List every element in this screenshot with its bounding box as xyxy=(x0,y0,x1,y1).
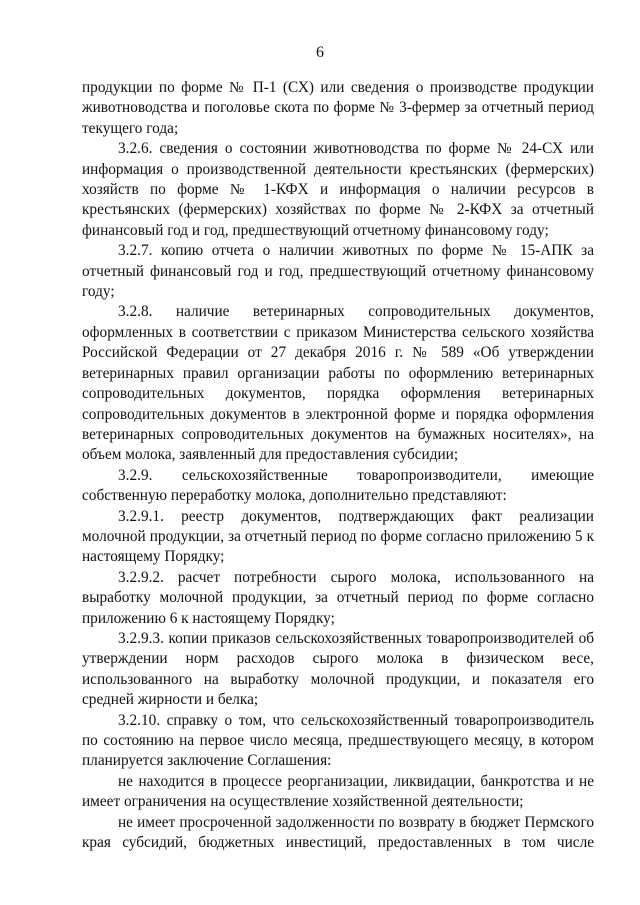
paragraph-no-overdue-debt: не имеет просроченной задолженности по возврату в бюджет Пермского края субсидий, бюджетных инвестиций, предоставленных в том числе xyxy=(82,813,594,852)
paragraph-3-2-10: 3.2.10. справку о том, что сельскохозяйственный товаропроизводитель по состоянию на первое число месяца, предшествующего месяцу, в котором планируется заключение Соглашения: xyxy=(82,711,594,770)
paragraph-no-reorganization: не находится в процессе реорганизации, ликвидации, банкротства и не имеет ограничения на осуществление хозяйственной деятельности; xyxy=(82,772,594,811)
document-body xyxy=(82,78,594,853)
paragraph-3-2-9-2: 3.2.9.2. расчет потребности сырого молока, использованного на выработку молочной продукции, за отчетный период по форме согласно приложению 6 к настоящему Порядку; xyxy=(82,568,594,627)
paragraph-3-2-6: 3.2.6. сведения о состоянии животноводства по форме № 24-СХ или информация о производственной деятельности крестьянских (фермерских) хозяйств по форме № 1-КФХ и информация о наличии ресурсов в крестьянских (фермерских) хозяйствах по форме № 2-КФХ за отчетный финансовый год и год, предшествующий отчетному финансовому году; xyxy=(82,140,594,239)
paragraph-3-2-8: 3.2.8. наличие ветеринарных сопроводительных документов, оформленных в соответствии с приказом Министерства сельского хозяйства Российской Федерации от 27 декабря 2016 г. № 589 «Об утверждении ветеринарных правил организации работы по оформлению ветеринарных сопроводительных документов, порядка оформления ветеринарных сопроводительных документов в электронной форме и порядка оформления ветеринарных сопроводительных документов на бумажных носителях», на объем молока, заявленный для предоставления субсидии; xyxy=(82,303,594,464)
paragraph-form-p1: продукции по форме № П-1 (СХ) или сведения о производстве продукции животноводства и поголовье скота по форме № 3-фермер за отчетный период текущего года; xyxy=(82,79,594,137)
paragraph-3-2-9-3: 3.2.9.3. копии приказов сельскохозяйственных товаропроизводителей об утверждении норм расходов сырого молока в физическом весе, использованного на выработку молочной продукции, и показателя его средней жирности и белка; xyxy=(82,629,594,709)
paragraph-3-2-7: 3.2.7. копию отчета о наличии животных по форме № 15-АПК за отчетный финансовый год и год, предшествующий отчетному финансовому году; xyxy=(82,242,594,301)
paragraph-3-2-9: 3.2.9. сельскохозяйственные товаропроизводители, имеющие собственную переработку молока, дополнительно представляют: xyxy=(82,466,594,505)
paragraph-3-2-9-1: 3.2.9.1. реестр документов, подтверждающих факт реализации молочной продукции, за отчетный период по форме согласно приложению 5 к настоящему Порядку; xyxy=(82,507,594,566)
page-number: 6 xyxy=(316,44,324,61)
